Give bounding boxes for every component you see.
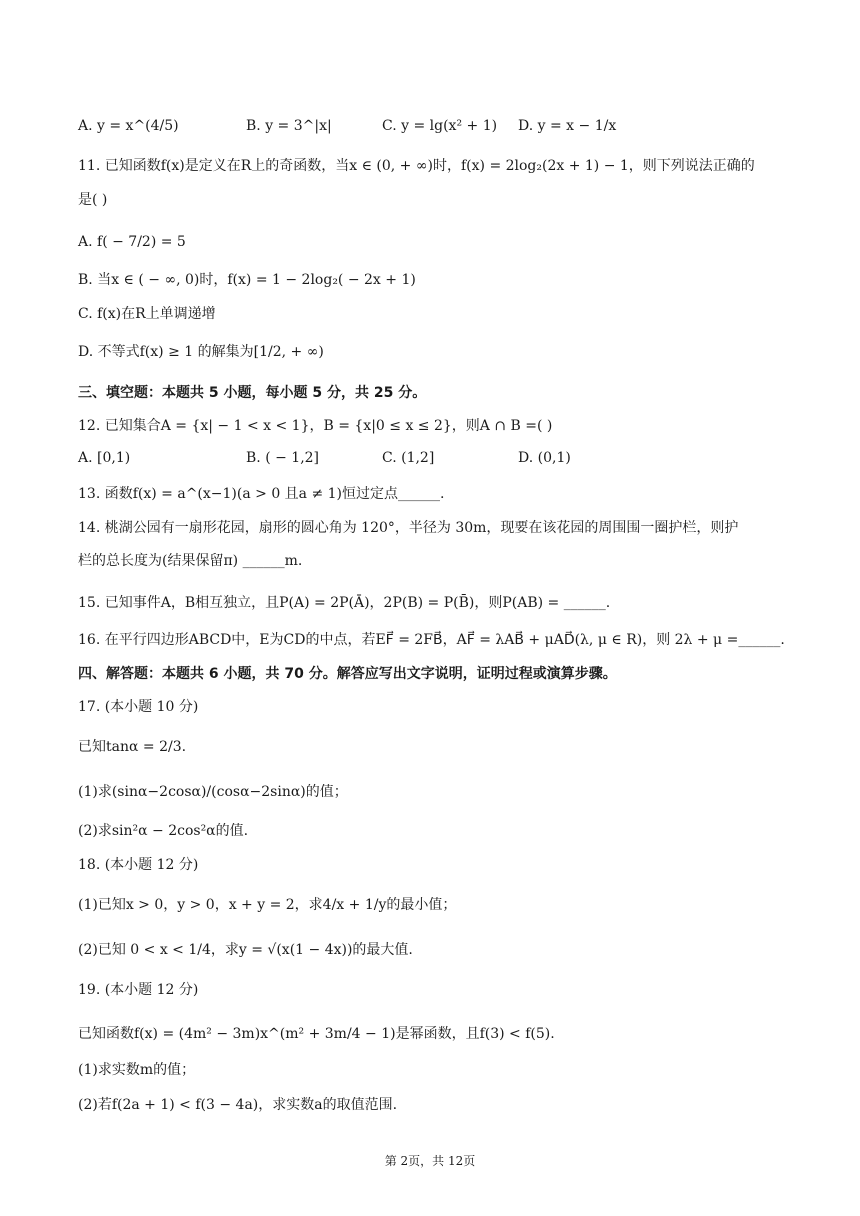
q10-option-c: C. y = lg(x² + 1) xyxy=(382,118,498,134)
q11-option-c: C. f(x)在R上单调递增 xyxy=(78,306,216,322)
q12-stem: 12. 已知集合A = {x| − 1 < x < 1}，B = {x|0 ≤ x ≤ 2}，则A ∩ B =( ) xyxy=(78,418,553,434)
q17-part1: (1)求(sinα−2cosα)/(cosα−2sinα)的值； xyxy=(78,784,348,800)
page-footer: 第 2页，共 12页 xyxy=(384,1154,476,1168)
q11-option-b: B. 当x ∈ ( − ∞, 0)时，f(x) = 1 − 2log₂( − 2x + 1) xyxy=(78,272,416,288)
q10-option-b: B. y = 3^|x| xyxy=(246,118,332,134)
q15-stem: 15. 已知事件A，B相互独立，且P(A) = 2P(Ā)，2P(B) = P(B̄)，则P(AB) = ______. xyxy=(78,595,611,611)
q12-option-c: C. (1,2] xyxy=(382,450,435,466)
q16-stem: 16. 在平行四边形ABCD中，E为CD的中点，若EF⃗ = 2FB⃗，AF⃗ = λAB⃗ + μAD⃗(λ, μ ∈ R)，则 2λ + μ =______. xyxy=(78,632,785,648)
q10-option-d: D. y = x − 1/x xyxy=(518,118,617,134)
q19-part1: (1)求实数m的值； xyxy=(78,1062,196,1078)
q18-part1: (1)已知x > 0，y > 0，x + y = 2，求4/x + 1/y的最小值； xyxy=(78,897,457,913)
q12-option-b: B. ( − 1,2] xyxy=(246,450,320,466)
section4-heading: 四、解答题：本题共 6 小题，共 70 分。解答应写出文字说明，证明过程或演算步骤。 xyxy=(78,666,617,682)
q12-option-a: A. [0,1) xyxy=(78,450,131,466)
section3-heading: 三、填空题：本题共 5 小题，每小题 5 分，共 25 分。 xyxy=(78,385,427,401)
q19-given: 已知函数f(x) = (4m² − 3m)x^(m² + 3m/4 − 1)是幂函数，且f(3) < f(5). xyxy=(78,1026,555,1042)
q17-given: 已知tanα = 2/3. xyxy=(78,739,187,755)
q18-part2: (2)已知 0 < x < 1/4，求y = √(x(1 − 4x))的最大值. xyxy=(78,942,413,958)
q13-stem: 13. 函数f(x) = a^(x−1)(a > 0 且a ≠ 1)恒过定点______. xyxy=(78,486,445,502)
q14-stem-line1: 14. 桃湖公园有一扇形花园，扇形的圆心角为 120°，半径为 30m，现要在该花园的周围围一圈护栏，则护 xyxy=(78,520,739,536)
q17-part2: (2)求sin²α − 2cos²α的值. xyxy=(78,823,249,839)
q19-header: 19. (本小题 12 分) xyxy=(78,982,199,998)
q19-part2: (2)若f(2a + 1) < f(3 − 4a)，求实数a的取值范围. xyxy=(78,1097,398,1113)
q18-header: 18. (本小题 12 分) xyxy=(78,857,199,873)
q11-stem-line1: 11. 已知函数f(x)是定义在R上的奇函数，当x ∈ (0, + ∞)时，f(x) = 2log₂(2x + 1) − 1，则下列说法正确的 xyxy=(78,158,755,174)
q11-stem-line2: 是( ) xyxy=(78,192,108,208)
q14-stem-line2: 栏的总长度为(结果保留π) ______m. xyxy=(78,553,303,569)
q11-option-a: A. f( − 7/2) = 5 xyxy=(78,234,186,250)
q12-option-d: D. (0,1) xyxy=(518,450,571,466)
q10-option-a: A. y = x^(4/5) xyxy=(78,118,179,134)
q11-option-d: D. 不等式f(x) ≥ 1 的解集为[1/2, + ∞) xyxy=(78,344,324,360)
q17-header: 17. (本小题 10 分) xyxy=(78,699,199,715)
